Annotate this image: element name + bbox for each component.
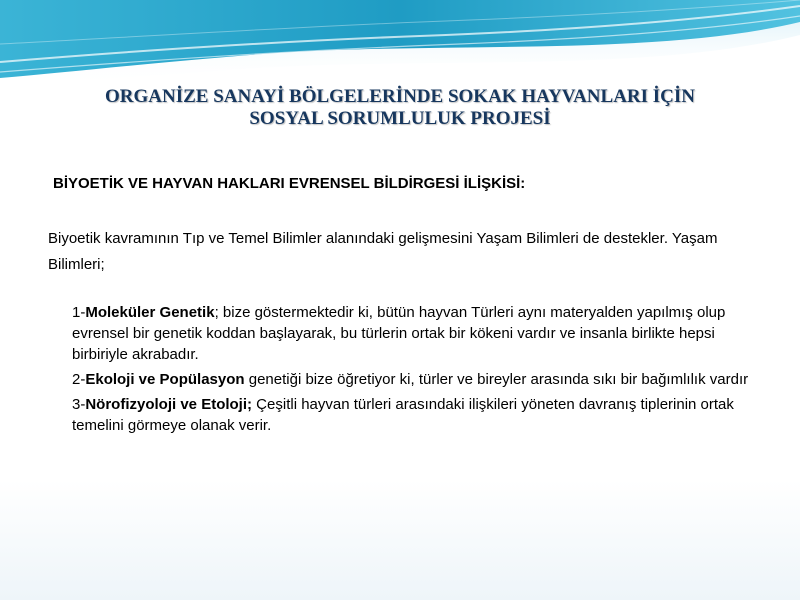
title-line-1: ORGANİZE SANAYİ BÖLGELERİNDE SOKAK HAYVANLARI İÇİN: [104, 86, 696, 107]
list-item: [72, 369, 762, 390]
intro-paragraph: Biyoetik kavramının Tıp ve Temel Bilimler alanındaki gelişmesini Yaşam Bilimleri de destekler. Yaşam Bilimleri;: [48, 230, 718, 273]
list-item: [72, 302, 762, 365]
item-text: ; bize göstermektedir ki, bütün hayvan Türleri aynı materyalden yapılmış olup evrensel bir genetik koddan başlayarak, bu türlerin ortak bir kökeni vardır ve insanla birlikte hepsi birbiriyle akrabadır.: [72, 304, 726, 363]
title-line-2: SOSYAL SORUMLULUK PROJESİ: [249, 108, 551, 129]
item-number: 1-: [72, 304, 86, 321]
section-subtitle: BİYOETİK VE HAYVAN HAKLARI EVRENSEL BİLDİRGESİ İLİŞKİSİ:: [53, 175, 526, 192]
item-text: Çeşitli hayvan türleri arasındaki ilişkileri yöneten davranış tiplerinin ortak temelini görmeye olanak verir.: [72, 396, 734, 434]
item-text: genetiği bize öğretiyor ki, türler ve bireyler arasında sıkı bir bağımlılık vardır: [244, 371, 749, 388]
item-number: 2-: [72, 371, 86, 388]
item-number: 3-: [72, 396, 86, 413]
item-term: Ekoloji ve Popülasyon: [85, 371, 245, 388]
header-wave-decoration: [0, 0, 800, 90]
list-item: [72, 394, 762, 436]
slide-title: [40, 86, 760, 130]
item-term: Nörofizyoloji ve Etoloji;: [85, 396, 253, 413]
life-sciences-list: [72, 302, 762, 440]
item-term: Moleküler Genetik: [85, 304, 215, 321]
